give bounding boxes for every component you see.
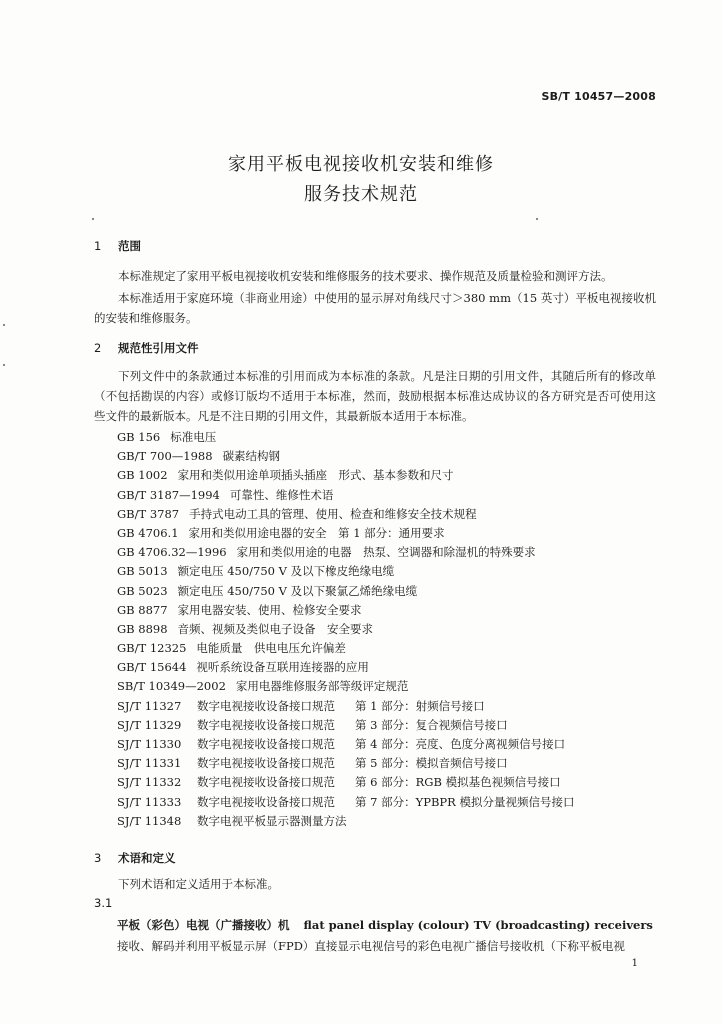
standard-code: SB/T 10457—2008	[541, 90, 656, 103]
normative-intro: 下列文件中的条款通过本标准的引用而成为本标准的条款。凡是注日期的引用文件，其随后所有的修改单（不包括勘误的内容）或修订版均不适用于本标准，然而，鼓励根据本标准达成协议的各方研究是否可使用这些文件的最新版本。凡是不注日期的引用文件，其最新版本适用于本标准。	[94, 369, 656, 423]
section-heading-scope	[94, 238, 141, 254]
reference-item: SJ/T 11331 数字电视接收设备接口规范 第 5 部分：模拟音频信号接口	[117, 756, 508, 771]
scan-speck	[3, 324, 5, 326]
reference-item: GB 8898 音频、视频及类似电子设备 安全要求	[117, 621, 374, 636]
reference-item: SJ/T 11332 数字电视接收设备接口规范 第 6 部分：RGB 模拟基色视频信号接口	[117, 775, 561, 790]
reference-item: SJ/T 11333 数字电视接收设备接口规范 第 7 部分：YPBPR 模拟分量视频信号接口	[117, 794, 575, 809]
reference-item: SJ/T 11348 数字电视平板显示器测量方法	[117, 813, 347, 828]
document-title-line2: 服务技术规范	[304, 184, 418, 205]
reference-item: SB/T 10349—2002 家用电器维修服务部等级评定规范	[117, 679, 409, 694]
term-english: flat panel display (colour) TV (broadcasting) receivers	[303, 918, 653, 932]
scope-paragraph-1: 本标准规定了家用平板电视接收机安装和维修服务的技术要求、操作规范及质量检验和测评方法。	[118, 269, 613, 283]
reference-item: GB 1002 家用和类似用途单项插头插座 形式、基本参数和尺寸	[117, 468, 454, 483]
scan-speck	[536, 218, 538, 220]
reference-item: SJ/T 11329 数字电视接收设备接口规范 第 3 部分：复合视频信号接口	[117, 717, 508, 732]
section-number: 3	[94, 851, 102, 865]
reference-item: GB/T 3787 手持式电动工具的管理、使用、检查和维修安全技术规程	[117, 506, 477, 521]
reference-item: GB/T 700—1988 碳素结构钢	[117, 449, 281, 464]
page-number: 1	[631, 958, 638, 969]
reference-item: GB/T 12325 电能质量 供电电压允许偏差	[117, 641, 346, 656]
reference-item: GB 156 标准电压	[117, 430, 217, 444]
term-definition: 接收、解码并利用平板显示屏（FPD）直接显示电视信号的彩色电视广播信号接收机（下称平板电视	[117, 939, 625, 953]
term-entry	[117, 917, 653, 933]
scan-speck	[92, 218, 94, 220]
reference-item: GB/T 3187—1994 可靠性、维修性术语	[117, 487, 334, 502]
section-title: 规范性引用文件	[118, 341, 199, 355]
document-title-line1: 家用平板电视接收机安装和维修	[228, 154, 494, 175]
section-number: 2	[94, 341, 102, 355]
reference-item: GB/T 15644 视听系统设备互联用连接器的应用	[117, 660, 369, 675]
scope-paragraph-2: 本标准适用于家庭环境（非商业用途）中使用的显示屏对角线尺寸＞380 mm（15 英寸）平板电视接收机的安装和维修服务。	[94, 291, 656, 325]
section-heading-normative	[94, 340, 199, 356]
scan-speck	[3, 364, 5, 366]
section-title: 术语和定义	[118, 851, 176, 865]
section-title: 范围	[118, 239, 141, 253]
section-heading-terms	[94, 850, 176, 866]
reference-list	[117, 428, 574, 831]
section-number: 1	[94, 239, 102, 253]
reference-item: GB 5023 额定电压 450/750 V 及以下聚氯乙烯绝缘电缆	[117, 583, 418, 598]
reference-item: GB 4706.32—1996 家用和类似用途的电器 热泵、空调器和除湿机的特殊要求	[117, 545, 536, 560]
subsection-number: 3.1	[94, 896, 113, 910]
reference-item: GB 5013 额定电压 450/750 V 及以下橡皮绝缘电缆	[117, 564, 395, 579]
reference-item: GB 4706.1 家用和类似用途电器的安全 第 1 部分：通用要求	[117, 525, 445, 540]
reference-item: GB 8877 家用电器安装、使用、检修安全要求	[117, 602, 362, 617]
terms-intro: 下列术语和定义适用于本标准。	[118, 877, 279, 891]
reference-item: SJ/T 11327 数字电视接收设备接口规范 第 1 部分：射频信号接口	[117, 698, 485, 713]
reference-item: SJ/T 11330 数字电视接收设备接口规范 第 4 部分：亮度、色度分离视频信号接口	[117, 737, 566, 751]
term-chinese: 平板（彩色）电视（广播接收）机	[117, 918, 290, 932]
